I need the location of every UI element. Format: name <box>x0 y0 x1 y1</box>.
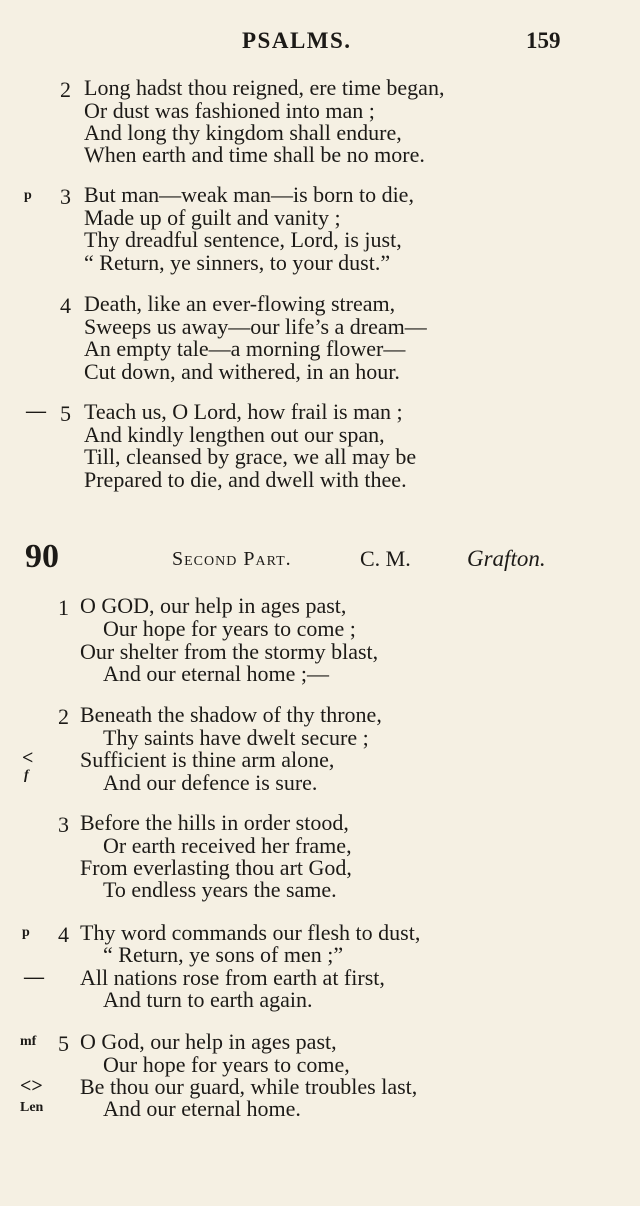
verse-number: 4 <box>60 293 71 318</box>
verse-line: Thy dreadful sentence, Lord, is just, <box>84 227 402 252</box>
running-head <box>0 28 640 58</box>
meter: C. M. <box>360 546 411 571</box>
verse-line: Till, cleansed by grace, we all may be <box>84 444 417 469</box>
verse-line: Thy saints have dwelt secure ; <box>103 725 369 750</box>
verse-line: Death, like an ever-flowing stream, <box>84 291 396 316</box>
verse-line: And turn to earth again. <box>103 987 313 1012</box>
verse-line: And kindly lengthen out our span, <box>84 422 385 447</box>
crescendo-mark: < <box>22 747 34 769</box>
verse-line: Teach us, O Lord, how frail is man ; <box>84 399 403 424</box>
verse-line: From everlasting thou art God, <box>80 855 352 880</box>
page-number: 159 <box>526 28 561 53</box>
verse-line: An empty tale—a morning flower— <box>84 336 406 361</box>
verse-line: Prepared to die, and dwell with thee. <box>84 467 407 492</box>
verse-line: “ Return, ye sons of men ;” <box>103 942 344 967</box>
verse-line: Or earth received her frame, <box>103 833 352 858</box>
verse-line: And long thy kingdom shall endure, <box>84 120 402 145</box>
verse-line: Cut down, and withered, in an hour. <box>84 359 400 384</box>
verse-number: 2 <box>60 77 71 102</box>
verse-line: Thy word commands our flesh to dust, <box>80 920 421 945</box>
verse-line: When earth and time shall be no more. <box>84 142 425 167</box>
verse-line: To endless years the same. <box>103 877 337 902</box>
verse-line: Our shelter from the stormy blast, <box>80 639 379 664</box>
verse-number: 1 <box>58 595 69 620</box>
psalm-header <box>0 538 640 578</box>
verse-number: 3 <box>60 184 71 209</box>
dynamics-mark: — <box>24 966 44 988</box>
verse-line: O GOD, our help in ages past, <box>80 593 347 618</box>
swell-mark: <> <box>20 1075 43 1097</box>
verse-number: 5 <box>60 401 71 426</box>
verse-line: Beneath the shadow of thy throne, <box>80 702 382 727</box>
verse-line: Our hope for years to come, <box>103 1052 350 1077</box>
verse-line: “ Return, ye sinners, to your dust.” <box>84 250 391 275</box>
verse-line: Sweeps us away—our life’s a dream— <box>84 314 427 339</box>
verse-line: Or dust was fashioned into man ; <box>84 98 375 123</box>
verse-line: O God, our help in ages past, <box>80 1029 337 1054</box>
verse-line: Long hadst thou reigned, ere time began, <box>84 75 445 100</box>
verse-number: 2 <box>58 704 69 729</box>
verse-line: Be thou our guard, while troubles last, <box>80 1074 418 1099</box>
verse-number: 4 <box>58 922 69 947</box>
verse-line: Sufficient is thine arm alone, <box>80 747 335 772</box>
dynamics-mark: p <box>22 925 30 940</box>
verse-line: Made up of guilt and vanity ; <box>84 205 341 230</box>
psalm-number: 90 <box>25 538 59 575</box>
verse-number: 3 <box>58 812 69 837</box>
part-title: Second Part. <box>172 548 292 570</box>
dynamics-mark: mf <box>20 1034 37 1049</box>
dynamics-mark: — <box>26 400 46 422</box>
verse-line: Our hope for years to come ; <box>103 616 356 641</box>
verse-line: And our defence is sure. <box>103 770 318 795</box>
verse-line: All nations rose from earth at first, <box>80 965 385 990</box>
verse-line: Before the hills in order stood, <box>80 810 349 835</box>
verse-line: And our eternal home ;— <box>103 661 330 686</box>
tempo-mark: Len <box>20 1100 44 1115</box>
verse-number: 5 <box>58 1031 69 1056</box>
dynamics-mark: p <box>24 188 32 203</box>
verse-line: And our eternal home. <box>103 1096 301 1121</box>
running-title: PSALMS. <box>242 28 352 53</box>
dynamics-mark: f <box>24 768 29 783</box>
verse-line: But man—weak man—is born to die, <box>84 182 414 207</box>
tune-name: Grafton. <box>467 546 546 571</box>
